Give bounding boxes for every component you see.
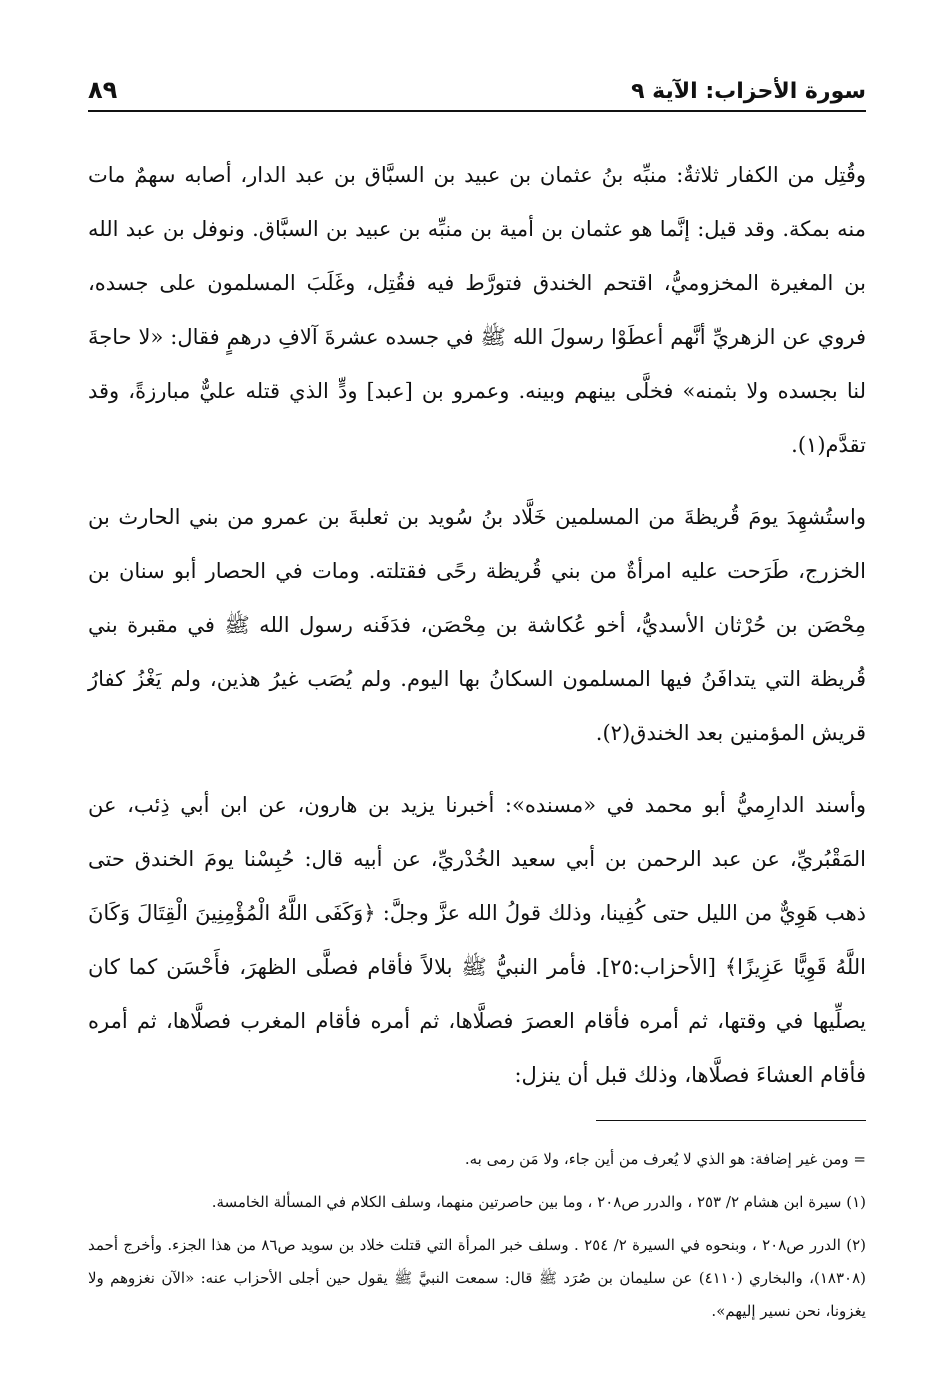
footnote-separator [596, 1120, 866, 1121]
paragraph-martyrs: واستُشهِدَ يومَ قُريظةَ من المسلمين خَلَّاد بنُ سُويد بن ثعلبةَ بن عمرو من بني الحارث بن الخزرج، طَرَحت عليه امرأةٌ من بني قُريظة رحًى فقتلته. ومات في الحصار أبو سنان بن مِحْصَن بن حُرْثان الأسديُّ، أخو عُكاشة بن مِحْصَن، فدَفَنه رسول الله ﷺ في مقبرة بني قُريظة التي يتدافَنُ فيها المسلمون السكانُ بها اليوم. ولم يُصَب غيرُ هذين، ولم يَغْزُ كفارُ قريش المؤمنين بعد الخندق(٢). [88, 505, 866, 745]
footnotes [88, 1143, 866, 1328]
header-rule [88, 110, 866, 112]
page-header [88, 70, 866, 104]
page-number: ٨٩ [88, 76, 118, 104]
running-head: سورة الأحزاب: الآية ٩ [631, 79, 866, 104]
footnote-continuation: = ومن غير إضافة: هو الذي لا يُعرف من أين جاء، ولا مَن رمى به. [464, 1150, 866, 1168]
main-text [88, 148, 866, 1102]
paragraph-casualties: وقُتِل من الكفار ثلاثةٌ: منبِّه بنُ عثمان بن عبيد بن السبَّاق بن عبد الدار، أصابه سهمٌ مات منه بمكة. وقد قيل: إنَّما هو عثمان بن أمية بن منبِّه بن عبيد بن السبَّاق. ونوفل بن عبد الله بن المغيرة المخزوميُّ، اقتحم الخندق فتورَّط فيه فقُتِل، وغَلَبَ المسلمون على جسده، فروي عن الزهريِّ أنَّهم أعطَوْا رسولَ الله ﷺ في جسده عشرةَ آلافِ درهمٍ فقال: «لا حاجةَ لنا بجسده ولا بثمنه» فخلَّى بينهم وبينه. وعمرو بن [عبد] ودٍّ الذي قتله عليٌّ مبارزةً، وقد تقدَّم(١). [88, 163, 866, 457]
footnote-1: (١) سيرة ابن هشام ٢/ ٢٥٣ ، والدرر ص٢٠٨ ، وما بين حاصرتين منهما، وسلف الكلام في المسألة الخامسة. [211, 1193, 866, 1211]
book-page [88, 70, 866, 1360]
paragraph-darimi: وأسند الدارِميُّ أبو محمد في «مسنده»: أخبرنا يزيد بن هارون، عن ابن أبي ذِئب، عن المَقْبُريِّ، عن عبد الرحمن بن أبي سعيد الخُدْريِّ، عن أبيه قال: حُبِسْنا يومَ الخندق حتى ذهب هَوِيٌّ من الليل حتى كُفِينا، وذلك قولُ الله عزَّ وجلَّ: ﴿وَكَفَى اللَّهُ الْمُؤْمِنِينَ الْقِتَالَ وَكَانَ اللَّهُ قَوِيًّا عَزِيزًا﴾ [الأحزاب:٢٥]. فأمر النبيُّ ﷺ بلالاً فأقام فصلَّى الظهرَ، فأَحْسَن كما كان يصلِّيها في وقتها، ثم أمره فأقام العصرَ فصلَّاها، ثم أمره فأقام المغرب فصلَّاها، ثم أمره فأقام العشاءَ فصلَّاها، وذلك قبل أن ينزل: [88, 793, 866, 1087]
footnote-2: (٢) الدرر ص٢٠٨ ، وبنحوه في السيرة ٢/ ٢٥٤ . وسلف خبر المرأة التي قتلت خلاد بن سويد ص٨٦ من هذا الجزء. وأخرج أحمد (١٨٣٠٨)، والبخاري (٤١١٠) عن سليمان بن صُرَد ﷺ قال: سمعت النبيَّ ﷺ يقول حين أجلى الأحزاب عنه: «الآن نغزوهم ولا يغزونا، نحن نسير إليهم». [88, 1236, 867, 1320]
